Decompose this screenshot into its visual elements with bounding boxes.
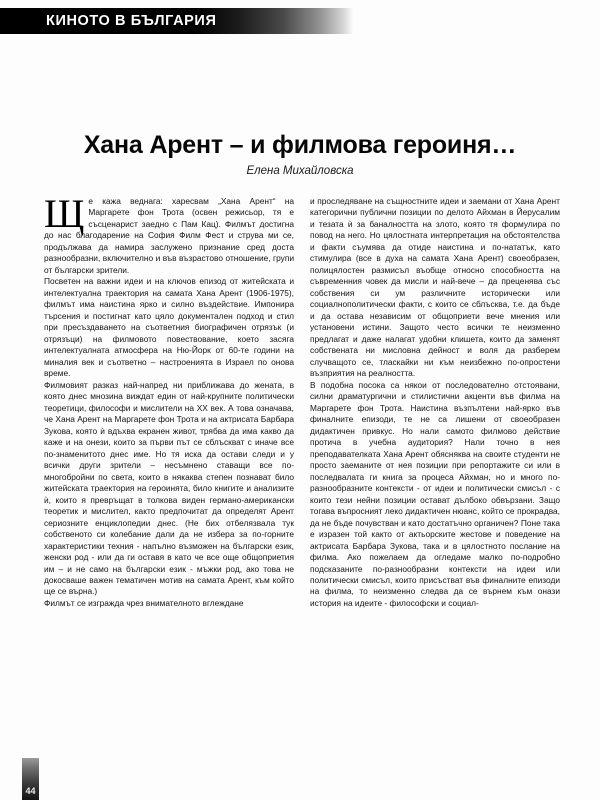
paragraph-text: е кажа веднага: харесвам „Хана Арент“ на Маргарете фон Трота (освен режисьор, тя е съсценарист заедно с Пам Кац). Филмът достигна до нас благодарение на София Филм Фест и струва ми се, продължава да намира заслужено признание сред доста разнообразни, включително и във възрастово отношение, групи от български зрители.	[44, 196, 294, 275]
left-text-column	[44, 196, 294, 758]
right-text-column	[310, 196, 560, 758]
section-banner	[0, 8, 354, 34]
article-body	[44, 196, 560, 758]
paragraph: и проследяване на същностните идеи и заемани от Хана Арент категорични публични позиции по делото Айхман в Йерусалим и тезата ѝ за баналността на злото, която тя формулира по повод на него. Но цялостната интерпретация на обстоятелства и факти съумява да отиде наистина и по-нататък, като стимулира (все в духа на самата Хана Арент) своеобразен, полицялостен размисъл въобще относно способността на съвременния човек да мисли и най-вече – да преценява със собствения си ум различните исторически или социалнополитически факти, с които се сблъсква, т.е. да бъде и да остава независим от общоприети вече мнения или установени истини. Защото често всички те неизменно предлагат и даже налагат удобни клишета, които да заменят собствената ни мисловна дейност и воля да разберем случващото се, тласкайки ни към неизбежно по-опростени възприятия на реалността.	[310, 196, 560, 379]
section-banner-label: КИНОТО В БЪЛГАРИЯ	[46, 13, 217, 29]
paragraph: Филмът се изгражда чрез внимателното вглеждане	[44, 597, 244, 608]
page-number: 44	[25, 786, 36, 796]
paragraph: Посветен на важни идеи и на ключов епизод от житейската и интелектуална траектория на самата Хана Арент (1906-1975), филмът има наистина ярко и силно въздействие. Импонира търсения и постигнат като цяло документален подход и стил при пресъздаването на съответния биографичен отрязък (и отрязъци) на филмовото повествование, което засяга интелектуалната атмосфера на Ню-Йорк от 60-те години на миналия век и съответно – настроенията в Израел по онова време.	[44, 276, 294, 379]
drop-cap: Щ	[44, 196, 85, 236]
paragraph: Филмовият разказ най-напред ни приближава до жената, в която днес мнозина виждат един от най-крупните политически теоретици, философи и мислители на ХХ век. А това означава, че Хана Арент на Маргарете фон Трота и на актрисата Барбара Зукова, която ѝ вдъхва екранен живот, трябва да има какво да каже и на онези, които за първи път се сблъскват с иначе все по-знаменитото днес име. Но тя иска да остави следи и у всички други зрители – несъмнено ставащи все по-многобройни по света, които в някаква степен познават било житейската траектория на героинята, било книгите и анализите ѝ, които я превръщат в толкова виден германо-американски теоретик и мислител, както предпочитат да определят Арент сериозните енциклопедии днес. (Не бих отбелязвала тук собственото си колебание дали да не избера за по-горните характеристики техния - напълно възможен на български език, женски род - или да ги оставя в като че все още общоприетия им – и не само на български език - мъжки род, ако това не докосваше важен тематичен мотив на самата Арент, към който ще се върна.)	[44, 379, 294, 597]
page-number-tab	[22, 758, 39, 800]
paragraph: В подобна посока са някои от последователно отстоявани, силни драматургични и стилистични акценти във филма на Маргарете фон Трота. Наистина възпълтени най-ярко във финалните епизоди, те не са лишени от своеобразен дидактичен привкус. Но нали самото филмово действие протича в учебна аудитория? Нали точно в нея преподавателката Хана Арент обясняква на своите студенти не просто заеманите от нея позиции при репортажите си или в последвалата ги книга за процеса Айхман, но и много по-разнообразните контексти - от идеи и политически смисъл - с които тези нейни позиции остават дълбоко обвързани. Защо тогава въпросният леко дидактичен нюанс, който се прокрадва, да не бъде почувстван и като достатъчно органичен? Поне така е изразен той както от актьорските жестове и поведение на актрисата Барбара Зукова, така и в цялостното послание на филма. Ако пожелаем да огледаме малко по-подробно подсказаните по-разнообразни контексти на идеи или политически смисъл, които присъстват във финалните епизоди на филма, то неизменно следва да се върнем към онази история на идеите - философски и социал-	[310, 379, 560, 608]
article-header	[40, 132, 560, 177]
article-title: Хана Арент – и филмова героиня…	[83, 131, 517, 159]
paragraph	[44, 196, 294, 276]
article-byline: Елена Михайловска	[246, 164, 354, 177]
